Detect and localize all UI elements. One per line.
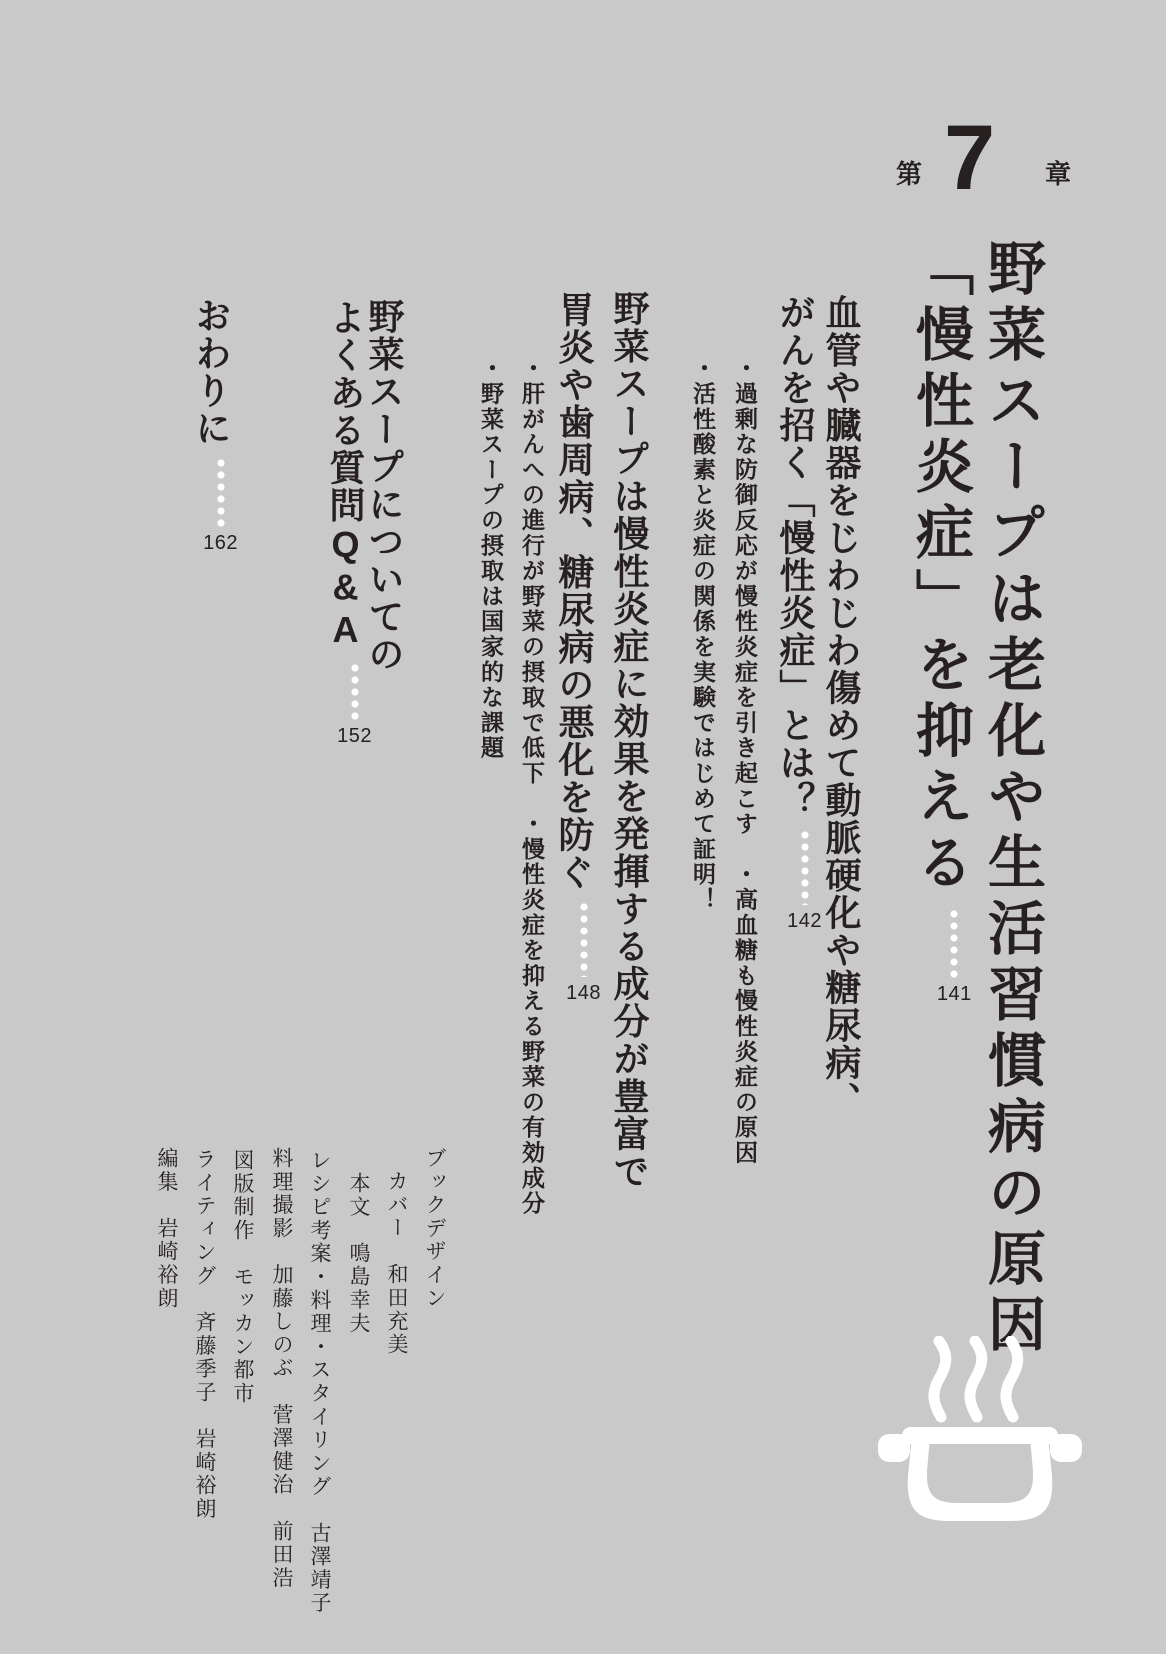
chapter-title-line-2 [907,238,972,1005]
section2-heading-line-2 [556,291,601,1003]
section1-heading-line-2 [777,294,822,931]
section2-bullets-line-2: ・野菜スープの摂取は国家的な課題 [478,356,504,761]
chapter-suffix: 章 [1045,159,1072,189]
chapter-title-text: 「慢性炎症」を抑える [907,238,972,898]
steaming-soup-pot-icon [876,1336,1084,1528]
page-number: 141 [936,983,972,1005]
dot-leader [217,459,225,527]
credit-body-text: 本文 鳴島幸夫 [347,1172,370,1336]
section3-heading-text: よくある質問Q&A [325,299,366,652]
credit-editing: 編集 岩崎裕朗 [155,1147,178,1311]
credit-food-photography: 料理撮影 加藤しのぶ 菅澤健治 前田浩 [270,1147,293,1590]
credit-recipe-styling: レシピ考案・料理・スタイリング 古澤靖子 [308,1149,331,1615]
section4-heading-afterword [193,297,238,553]
dot-leader [801,831,809,905]
chapter-number: 7 [944,107,996,209]
section3-heading-line-2 [327,299,372,746]
chapter-title-line-1: 野菜スープは老化や生活習慣病の原因 [979,238,1044,1360]
page-number: 142 [787,910,822,932]
credit-diagram-production: 図版制作 モッカン都市 [231,1149,254,1406]
section3-heading-line-1: 野菜スープについての [364,298,405,673]
section1-bullets-line-1: ・過剰な防御反応が慢性炎症を引き起こす ・高血糖も慢性炎症の原因 [732,356,758,1166]
page-number: 162 [203,532,238,554]
section2-bullets-line-1: ・肝がんへの進行が野菜の摂取で低下 ・慢性炎症を抑える野菜の有効成分 [519,356,545,1217]
section1-bullets-line-2: ・活性酸素と炎症の関係を実験ではじめて証明！ [690,356,716,913]
page-number: 152 [337,724,372,747]
section2-heading-line-1: 野菜スープは慢性炎症に効果を発揮する成分が豊富で [609,290,650,1190]
dot-leader [950,910,958,978]
section4-heading-text: おわりに [191,297,232,447]
credit-writing: ライティング 斉藤季子 岩崎裕朗 [193,1148,216,1521]
credit-book-design: ブックデザイン [423,1147,446,1311]
credit-cover: カバー 和田充美 [385,1170,408,1357]
page-number: 148 [566,982,601,1004]
dot-leader [580,903,588,977]
section1-heading-line-1: 血管や臓器をじわじわ傷めて動脈硬化や糖尿病、 [821,294,862,1119]
section1-heading-text: がんを招く「慢性炎症」とは？ [775,294,816,819]
chapter-prefix: 第 [896,159,923,189]
section2-heading-text: 胃炎や歯周病、糖尿病の悪化を防ぐ [554,291,595,891]
dot-leader [351,664,359,720]
